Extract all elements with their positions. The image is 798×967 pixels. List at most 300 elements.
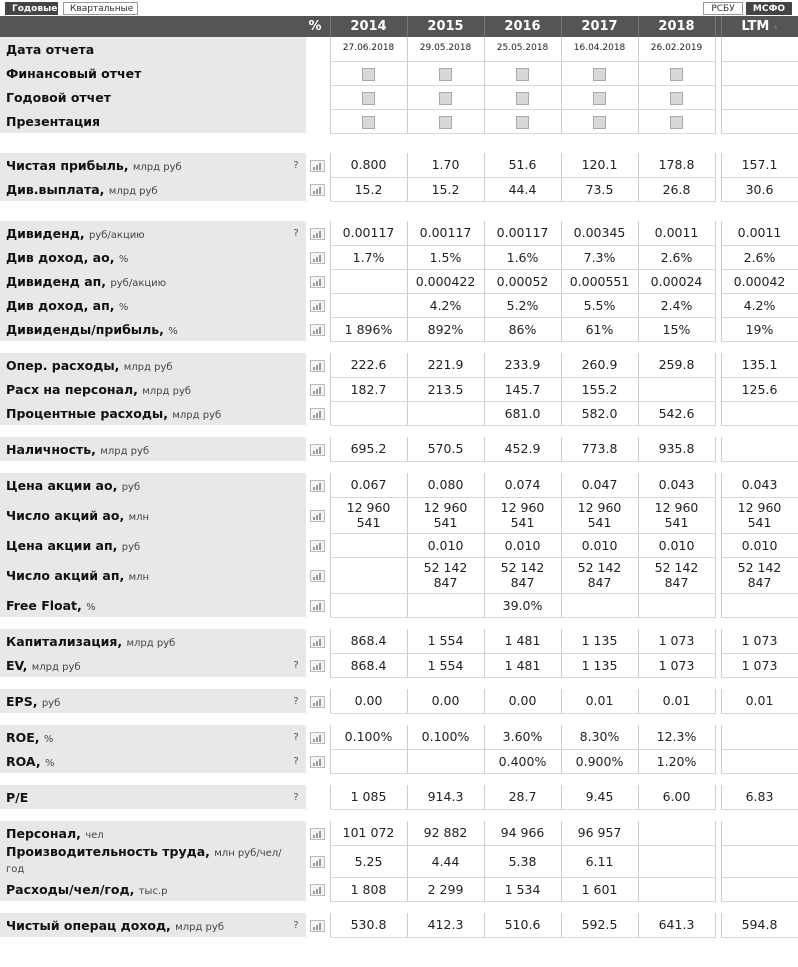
value-cell: 1.7%: [330, 245, 407, 269]
standard-msfo[interactable]: МСФО: [746, 2, 792, 15]
document-icon[interactable]: [593, 116, 606, 129]
value-cell[interactable]: [484, 85, 561, 109]
row-label-text: Число акций ао,: [6, 507, 125, 523]
chart-cell: [306, 245, 330, 269]
help-icon: [286, 317, 306, 341]
value-cell: 2.4%: [638, 293, 715, 317]
value-cell: 0.400%: [484, 749, 561, 773]
chart-cell: [306, 177, 330, 201]
bar-chart-icon[interactable]: [310, 444, 325, 456]
help-icon[interactable]: ?: [286, 221, 306, 245]
bar-chart-icon[interactable]: [310, 540, 325, 552]
ltm-cell: [721, 497, 798, 533]
value-cell: 0.047: [561, 473, 638, 497]
value-cell: 530.8: [330, 913, 407, 937]
bar-chart-icon[interactable]: [310, 480, 325, 492]
help-icon: [286, 629, 306, 653]
value-cell: 0.067: [330, 473, 407, 497]
table-row: [0, 653, 798, 677]
row-label: [0, 821, 286, 845]
value-cell: 25.05.2018: [484, 37, 561, 61]
tab-quarterly[interactable]: Квартальные: [63, 2, 138, 15]
bar-chart-icon[interactable]: [310, 696, 325, 708]
value-cell[interactable]: [407, 109, 484, 133]
value-cell: 5.25: [330, 845, 407, 877]
row-unit: млн: [128, 511, 150, 523]
chart-cell: [306, 269, 330, 293]
row-label: [0, 725, 286, 749]
spacer: [0, 677, 798, 689]
bar-chart-icon[interactable]: [310, 636, 325, 648]
help-icon[interactable]: ?: [286, 689, 306, 713]
value-cell[interactable]: [638, 85, 715, 109]
help-icon[interactable]: ?: [286, 785, 306, 809]
bar-chart-icon[interactable]: [310, 660, 325, 672]
ltm-cell: 6.83: [721, 785, 798, 809]
row-label-text: Число акций ап,: [6, 567, 125, 583]
row-unit: %: [118, 253, 129, 265]
bar-chart-icon[interactable]: [310, 160, 325, 172]
value-cell: [407, 749, 484, 773]
value-cell: [407, 497, 484, 533]
document-icon[interactable]: [439, 68, 452, 81]
chart-cell: [306, 109, 330, 133]
value-cell[interactable]: [638, 109, 715, 133]
value-cell: 259.8: [638, 353, 715, 377]
ltm-cell: 19%: [721, 317, 798, 341]
value-cell[interactable]: [484, 109, 561, 133]
table-row: [0, 913, 798, 937]
chart-cell: [306, 153, 330, 177]
table-row: [0, 473, 798, 497]
value-cell: [484, 497, 561, 533]
row-unit: млрд руб: [142, 385, 192, 397]
value-cell: 0.043: [638, 473, 715, 497]
bar-chart-icon[interactable]: [310, 300, 325, 312]
value-cell: [638, 557, 715, 593]
table-row: [0, 749, 798, 773]
value-cell: 73.5: [561, 177, 638, 201]
value-cell: 5.2%: [484, 293, 561, 317]
row-unit: руб/акцию: [110, 277, 167, 289]
value-cell: 178.8: [638, 153, 715, 177]
row-label: [0, 785, 286, 809]
row-label: [0, 109, 286, 133]
ltm-cell: [721, 725, 798, 749]
value-cell: 0.000551: [561, 269, 638, 293]
ltm-header: [721, 16, 798, 37]
value-cell: 101 072: [330, 821, 407, 845]
spacer-row: [0, 617, 798, 629]
value-cell: 2.6%: [638, 245, 715, 269]
value-cell: 0.00117: [330, 221, 407, 245]
value-cell: 582.0: [561, 401, 638, 425]
value-cell: [407, 593, 484, 617]
ltm-cell: 2.6%: [721, 245, 798, 269]
ltm-cell: [721, 437, 798, 461]
chart-cell: [306, 353, 330, 377]
table-row: [0, 785, 798, 809]
help-icon: [286, 557, 306, 593]
document-icon[interactable]: [516, 116, 529, 129]
value-cell[interactable]: [484, 61, 561, 85]
row-label-text: Чистая прибыль,: [6, 157, 129, 173]
spacer-row: [0, 773, 798, 785]
value-cell: 935.8: [638, 437, 715, 461]
help-icon: [286, 401, 306, 425]
document-icon[interactable]: [516, 68, 529, 81]
bar-chart-icon[interactable]: [310, 600, 325, 612]
table-row: [0, 177, 798, 201]
value-cell: [407, 557, 484, 593]
help-icon: [286, 437, 306, 461]
row-label-text: Опер. расходы,: [6, 357, 120, 373]
year-header: 2017: [561, 16, 638, 37]
bar-chart-icon[interactable]: [310, 756, 325, 768]
document-icon[interactable]: [362, 116, 375, 129]
bar-chart-icon[interactable]: [310, 384, 325, 396]
value-cell[interactable]: [561, 109, 638, 133]
value-line: 541: [433, 515, 458, 530]
bar-chart-icon[interactable]: [310, 252, 325, 264]
table-row: [0, 725, 798, 749]
help-icon: [286, 845, 306, 877]
row-unit: руб/акцию: [88, 229, 145, 241]
ltm-cell: 0.01: [721, 689, 798, 713]
spacer: [0, 133, 798, 153]
spacer: [0, 773, 798, 785]
bar-chart-icon[interactable]: [310, 228, 325, 240]
row-label: [0, 557, 286, 593]
value-cell: 86%: [484, 317, 561, 341]
value-cell[interactable]: [330, 85, 407, 109]
document-icon[interactable]: [593, 68, 606, 81]
bar-chart-icon[interactable]: [310, 510, 325, 522]
spacer-row: [0, 425, 798, 437]
document-icon[interactable]: [362, 68, 375, 81]
spacer-row: [0, 201, 798, 221]
ltm-cell: [721, 877, 798, 901]
bar-chart-icon[interactable]: [310, 324, 325, 336]
row-label: [0, 269, 286, 293]
row-unit: млрд руб: [126, 637, 176, 649]
bar-chart-icon[interactable]: [310, 884, 325, 896]
row-unit: млрд руб: [100, 445, 150, 457]
row-label: [0, 85, 286, 109]
value-cell: [330, 293, 407, 317]
value-cell: 233.9: [484, 353, 561, 377]
row-label-text: Див доход, ао,: [6, 249, 115, 265]
value-cell: [638, 377, 715, 401]
value-cell[interactable]: [330, 109, 407, 133]
chart-cell: [306, 317, 330, 341]
value-line: 52 142: [423, 560, 468, 575]
value-cell: [484, 557, 561, 593]
chart-cell: [306, 533, 330, 557]
value-cell: 0.900%: [561, 749, 638, 773]
help-icon[interactable]: ?: [286, 913, 306, 937]
value-cell: [638, 877, 715, 901]
bar-chart-icon[interactable]: [310, 570, 325, 582]
help-icon: [286, 497, 306, 533]
value-cell: 1.5%: [407, 245, 484, 269]
value-cell: 1 085: [330, 785, 407, 809]
value-cell: [638, 497, 715, 533]
spacer: [0, 425, 798, 437]
ltm-cell: 4.2%: [721, 293, 798, 317]
chart-cell: [306, 689, 330, 713]
scroll-left-icon[interactable]: ‹: [773, 23, 778, 33]
top-bar: [0, 0, 798, 16]
row-unit: руб: [121, 541, 141, 553]
spacer: [0, 461, 798, 473]
chart-cell: [306, 557, 330, 593]
row-unit: тыс.р: [138, 885, 168, 897]
spacer-row: [0, 461, 798, 473]
chart-cell: [306, 293, 330, 317]
spacer: [0, 713, 798, 725]
table-row: [0, 109, 798, 133]
value-cell: 0.00345: [561, 221, 638, 245]
help-icon: [286, 473, 306, 497]
chart-cell: [306, 61, 330, 85]
spacer: [0, 341, 798, 353]
value-cell: [330, 557, 407, 593]
row-label: [0, 293, 286, 317]
chart-cell: [306, 437, 330, 461]
table-row: [0, 61, 798, 85]
row-unit: %: [43, 733, 54, 745]
value-cell: [330, 401, 407, 425]
value-cell: 6.00: [638, 785, 715, 809]
table-row: [0, 689, 798, 713]
row-label-text: Презентация: [6, 113, 100, 129]
value-cell: 120.1: [561, 153, 638, 177]
percent-toggle[interactable]: %: [0, 16, 330, 37]
value-cell[interactable]: [407, 61, 484, 85]
value-cell[interactable]: [561, 61, 638, 85]
chart-cell: [306, 913, 330, 937]
value-cell: 868.4: [330, 653, 407, 677]
help-icon: [286, 177, 306, 201]
value-cell: 1 808: [330, 877, 407, 901]
value-cell: 92 882: [407, 821, 484, 845]
ltm-cell: [721, 845, 798, 877]
spacer-row: [0, 341, 798, 353]
row-unit: млрд руб: [132, 161, 182, 173]
table-row: [0, 629, 798, 653]
row-label-text: EV,: [6, 657, 28, 673]
row-unit: %: [168, 325, 178, 337]
value-cell: 15.2: [407, 177, 484, 201]
row-label-text: Цена акции ап,: [6, 537, 118, 553]
value-line: 541: [664, 515, 689, 530]
chart-cell: [306, 629, 330, 653]
value-line: 12 960: [737, 500, 782, 515]
ltm-cell: 157.1: [721, 153, 798, 177]
value-line: 847: [664, 575, 689, 590]
document-icon[interactable]: [670, 92, 683, 105]
row-label: [0, 401, 286, 425]
help-icon[interactable]: ?: [286, 749, 306, 773]
row-unit: млрд руб: [175, 921, 224, 933]
help-icon: [286, 877, 306, 901]
standard-rsbu[interactable]: РСБУ: [703, 2, 743, 15]
value-line: 52 142: [500, 560, 545, 575]
spacer-row: [0, 901, 798, 913]
help-icon[interactable]: ?: [286, 725, 306, 749]
row-label-text: Free Float,: [6, 597, 82, 613]
value-cell: 0.01: [638, 689, 715, 713]
help-icon: [286, 37, 306, 61]
value-cell[interactable]: [638, 61, 715, 85]
row-unit: млрд руб: [31, 661, 81, 673]
table-row: [0, 37, 798, 61]
value-line: 847: [747, 575, 772, 590]
value-cell[interactable]: [561, 85, 638, 109]
chart-cell: [306, 497, 330, 533]
bar-chart-icon[interactable]: [310, 184, 325, 196]
row-label: [0, 629, 286, 653]
help-icon: [286, 245, 306, 269]
row-unit: млн руб/чел/год: [6, 848, 282, 875]
value-line: 12 960: [346, 500, 391, 515]
value-cell: 592.5: [561, 913, 638, 937]
value-cell[interactable]: [330, 61, 407, 85]
table-row: [0, 437, 798, 461]
help-icon[interactable]: ?: [286, 153, 306, 177]
bar-chart-icon[interactable]: [310, 276, 325, 288]
table-row: [0, 269, 798, 293]
document-icon[interactable]: [593, 92, 606, 105]
row-label-text: Процентные расходы,: [6, 405, 168, 421]
document-icon[interactable]: [670, 116, 683, 129]
value-cell: 26.8: [638, 177, 715, 201]
help-icon[interactable]: ?: [286, 653, 306, 677]
row-label-text: Чистый операц доход,: [6, 917, 171, 933]
table-row: [0, 845, 798, 877]
value-cell: 1 135: [561, 629, 638, 653]
value-cell[interactable]: [407, 85, 484, 109]
bar-chart-icon[interactable]: [310, 360, 325, 372]
help-icon: [286, 61, 306, 85]
value-cell: 16.04.2018: [561, 37, 638, 61]
ltm-cell: [721, 593, 798, 617]
ltm-cell: 0.043: [721, 473, 798, 497]
table-row: [0, 821, 798, 845]
value-cell: 1 481: [484, 629, 561, 653]
help-icon: [286, 353, 306, 377]
spacer-row: [0, 133, 798, 153]
value-cell: 0.00052: [484, 269, 561, 293]
row-label-text: Дивиденд ап,: [6, 273, 107, 289]
value-cell: [330, 269, 407, 293]
ltm-cell: [721, 401, 798, 425]
value-cell: [330, 497, 407, 533]
table-row: [0, 377, 798, 401]
value-cell: 1 896%: [330, 317, 407, 341]
value-cell: 1.6%: [484, 245, 561, 269]
help-icon: [286, 377, 306, 401]
value-line: 12 960: [654, 500, 699, 515]
bar-chart-icon[interactable]: [310, 856, 325, 868]
value-cell: [638, 821, 715, 845]
value-line: 541: [510, 515, 535, 530]
ltm-cell: [721, 821, 798, 845]
row-label: [0, 913, 286, 937]
value-line: 52 142: [577, 560, 622, 575]
value-cell: 26.02.2019: [638, 37, 715, 61]
row-unit: млрд руб: [123, 361, 173, 373]
value-cell: 51.6: [484, 153, 561, 177]
financial-table: [0, 16, 798, 938]
bar-chart-icon[interactable]: [310, 732, 325, 744]
year-header: 2015: [407, 16, 484, 37]
table-row: [0, 153, 798, 177]
value-cell: 9.45: [561, 785, 638, 809]
row-label: [0, 221, 286, 245]
value-cell: 8.30%: [561, 725, 638, 749]
help-icon: [286, 533, 306, 557]
document-icon[interactable]: [439, 116, 452, 129]
bar-chart-icon[interactable]: [310, 828, 325, 840]
tab-annual[interactable]: Годовые: [5, 2, 58, 15]
value-cell: 1 135: [561, 653, 638, 677]
row-label: [0, 593, 286, 617]
ltm-cell: 0.0011: [721, 221, 798, 245]
value-cell: 222.6: [330, 353, 407, 377]
value-cell: [330, 749, 407, 773]
value-cell: [407, 401, 484, 425]
value-cell: 914.3: [407, 785, 484, 809]
value-line: 541: [356, 515, 381, 530]
chart-cell: [306, 221, 330, 245]
row-label: [0, 497, 286, 533]
value-cell: 0.010: [561, 533, 638, 557]
value-cell: 1 554: [407, 653, 484, 677]
row-label-text: Расх на персонал,: [6, 381, 138, 397]
value-line: 847: [587, 575, 612, 590]
value-cell: 0.800: [330, 153, 407, 177]
row-unit: руб: [121, 481, 141, 493]
row-label: [0, 61, 286, 85]
row-label-text: Производительность труда,: [6, 845, 210, 859]
document-icon[interactable]: [362, 92, 375, 105]
document-icon[interactable]: [439, 92, 452, 105]
ltm-cell: 1 073: [721, 653, 798, 677]
bar-chart-icon[interactable]: [310, 408, 325, 420]
value-cell: 6.11: [561, 845, 638, 877]
document-icon[interactable]: [670, 68, 683, 81]
value-cell: 1.20%: [638, 749, 715, 773]
table-row: [0, 245, 798, 269]
value-cell: 2 299: [407, 877, 484, 901]
value-cell: [638, 593, 715, 617]
value-cell: 145.7: [484, 377, 561, 401]
value-cell: 1.70: [407, 153, 484, 177]
bar-chart-icon[interactable]: [310, 920, 325, 932]
row-label-text: Финансовый отчет: [6, 65, 142, 81]
document-icon[interactable]: [516, 92, 529, 105]
ltm-cell: 594.8: [721, 913, 798, 937]
row-label: [0, 377, 286, 401]
spacer: [0, 809, 798, 821]
value-line: 12 960: [577, 500, 622, 515]
row-label: [0, 177, 286, 201]
value-cell: 0.010: [484, 533, 561, 557]
row-label-text: ROE,: [6, 729, 40, 745]
row-label: [0, 749, 286, 773]
